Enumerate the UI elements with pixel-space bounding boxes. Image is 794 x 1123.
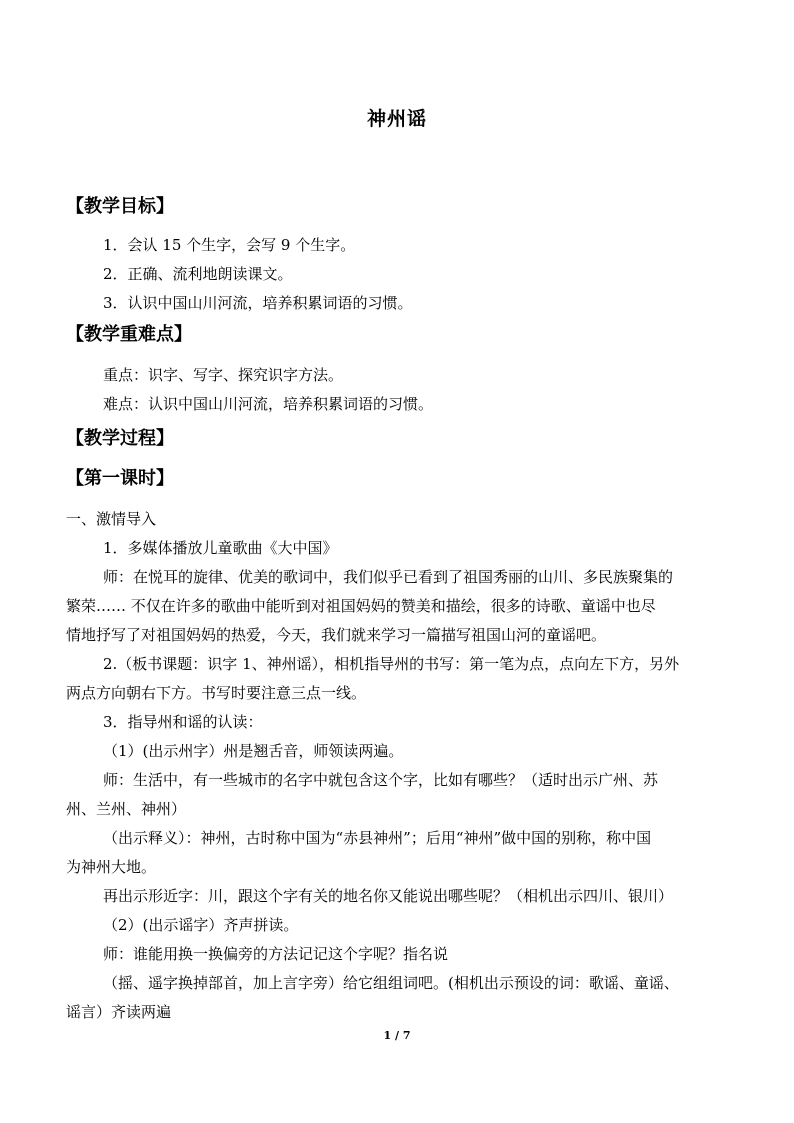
body-line: 谣言）齐读两遍 [66, 1003, 172, 1021]
body-line: 繁荣…… 不仅在许多的歌曲中能听到对祖国妈妈的赞美和描绘，很多的诗歌、童谣中也尽 [66, 597, 656, 615]
body-line: 2.（板书课题：识字 1、神州谣），相机指导州的书写：第一笔为点，点向左下方，另外 [103, 655, 680, 673]
body-line: 师：谁能用换一换偏旁的方法记记这个字呢？指名说 [103, 945, 449, 963]
body-line: 师：在悦耳的旋律、优美的歌词中，我们似乎已看到了祖国秀丽的山川、多民族聚集的 [103, 568, 674, 586]
body-line: 州、兰州、神州） [66, 800, 187, 818]
body-line: 师：生活中，有一些城市的名字中就包含这个字，比如有哪些？（适时出示广州、苏 [103, 771, 659, 789]
body-line: （1）(出示州字）州是翘舌音，师领读两遍。 [103, 742, 404, 760]
key-points-heading: 【教学重难点】 [66, 324, 192, 345]
process-heading: 【教学过程】 [66, 428, 174, 449]
body-line: 两点方向朝右下方。书写时要注意三点一线。 [66, 684, 367, 702]
body-line: 1．多媒体播放儿童歌曲《大中国》 [103, 539, 338, 557]
body-line: （出示释义）：神州，古时称中国为“赤县神州”；后用“神州”做中国的别称，称中国 [103, 829, 652, 847]
key-point-item: 重点：识字、写字、探究识字方法。 [103, 366, 344, 384]
body-line: （摇、遥字换掉部首，加上言字旁）给它组组词吧。(相机出示预设的词：歌谣、童谣、 [103, 974, 679, 992]
section-heading-intro: 一、激情导入 [66, 510, 157, 528]
goal-item: 2．正确、流利地朗读课文。 [103, 265, 293, 283]
goal-item: 3．认识中国山川河流，培养积累词语的习惯。 [103, 294, 413, 312]
document-title: 神州谣 [366, 108, 427, 130]
body-line: 情地抒写了对祖国妈妈的热爱，今天，我们就来学习一篇描写祖国山河的童谣吧。 [66, 626, 607, 644]
key-point-item: 难点：认识中国山川河流，培养积累词语的习惯。 [103, 395, 434, 413]
body-line: 为神州大地。 [66, 858, 157, 876]
body-line: 再出示形近字：川，跟这个字有关的地名你又能说出哪些呢？（相机出示四川、银川） [103, 887, 674, 905]
teaching-goals-heading: 【教学目标】 [66, 196, 174, 217]
body-line: 3．指导州和谣的认读： [103, 713, 263, 731]
body-line: （2）(出示谣字）齐声拼读。 [103, 916, 299, 934]
goal-item: 1．会认 15 个生字，会写 9 个生字。 [103, 236, 356, 254]
page-number: 1 / 7 [383, 1029, 411, 1042]
lesson-one-heading: 【第一课时】 [66, 468, 174, 489]
